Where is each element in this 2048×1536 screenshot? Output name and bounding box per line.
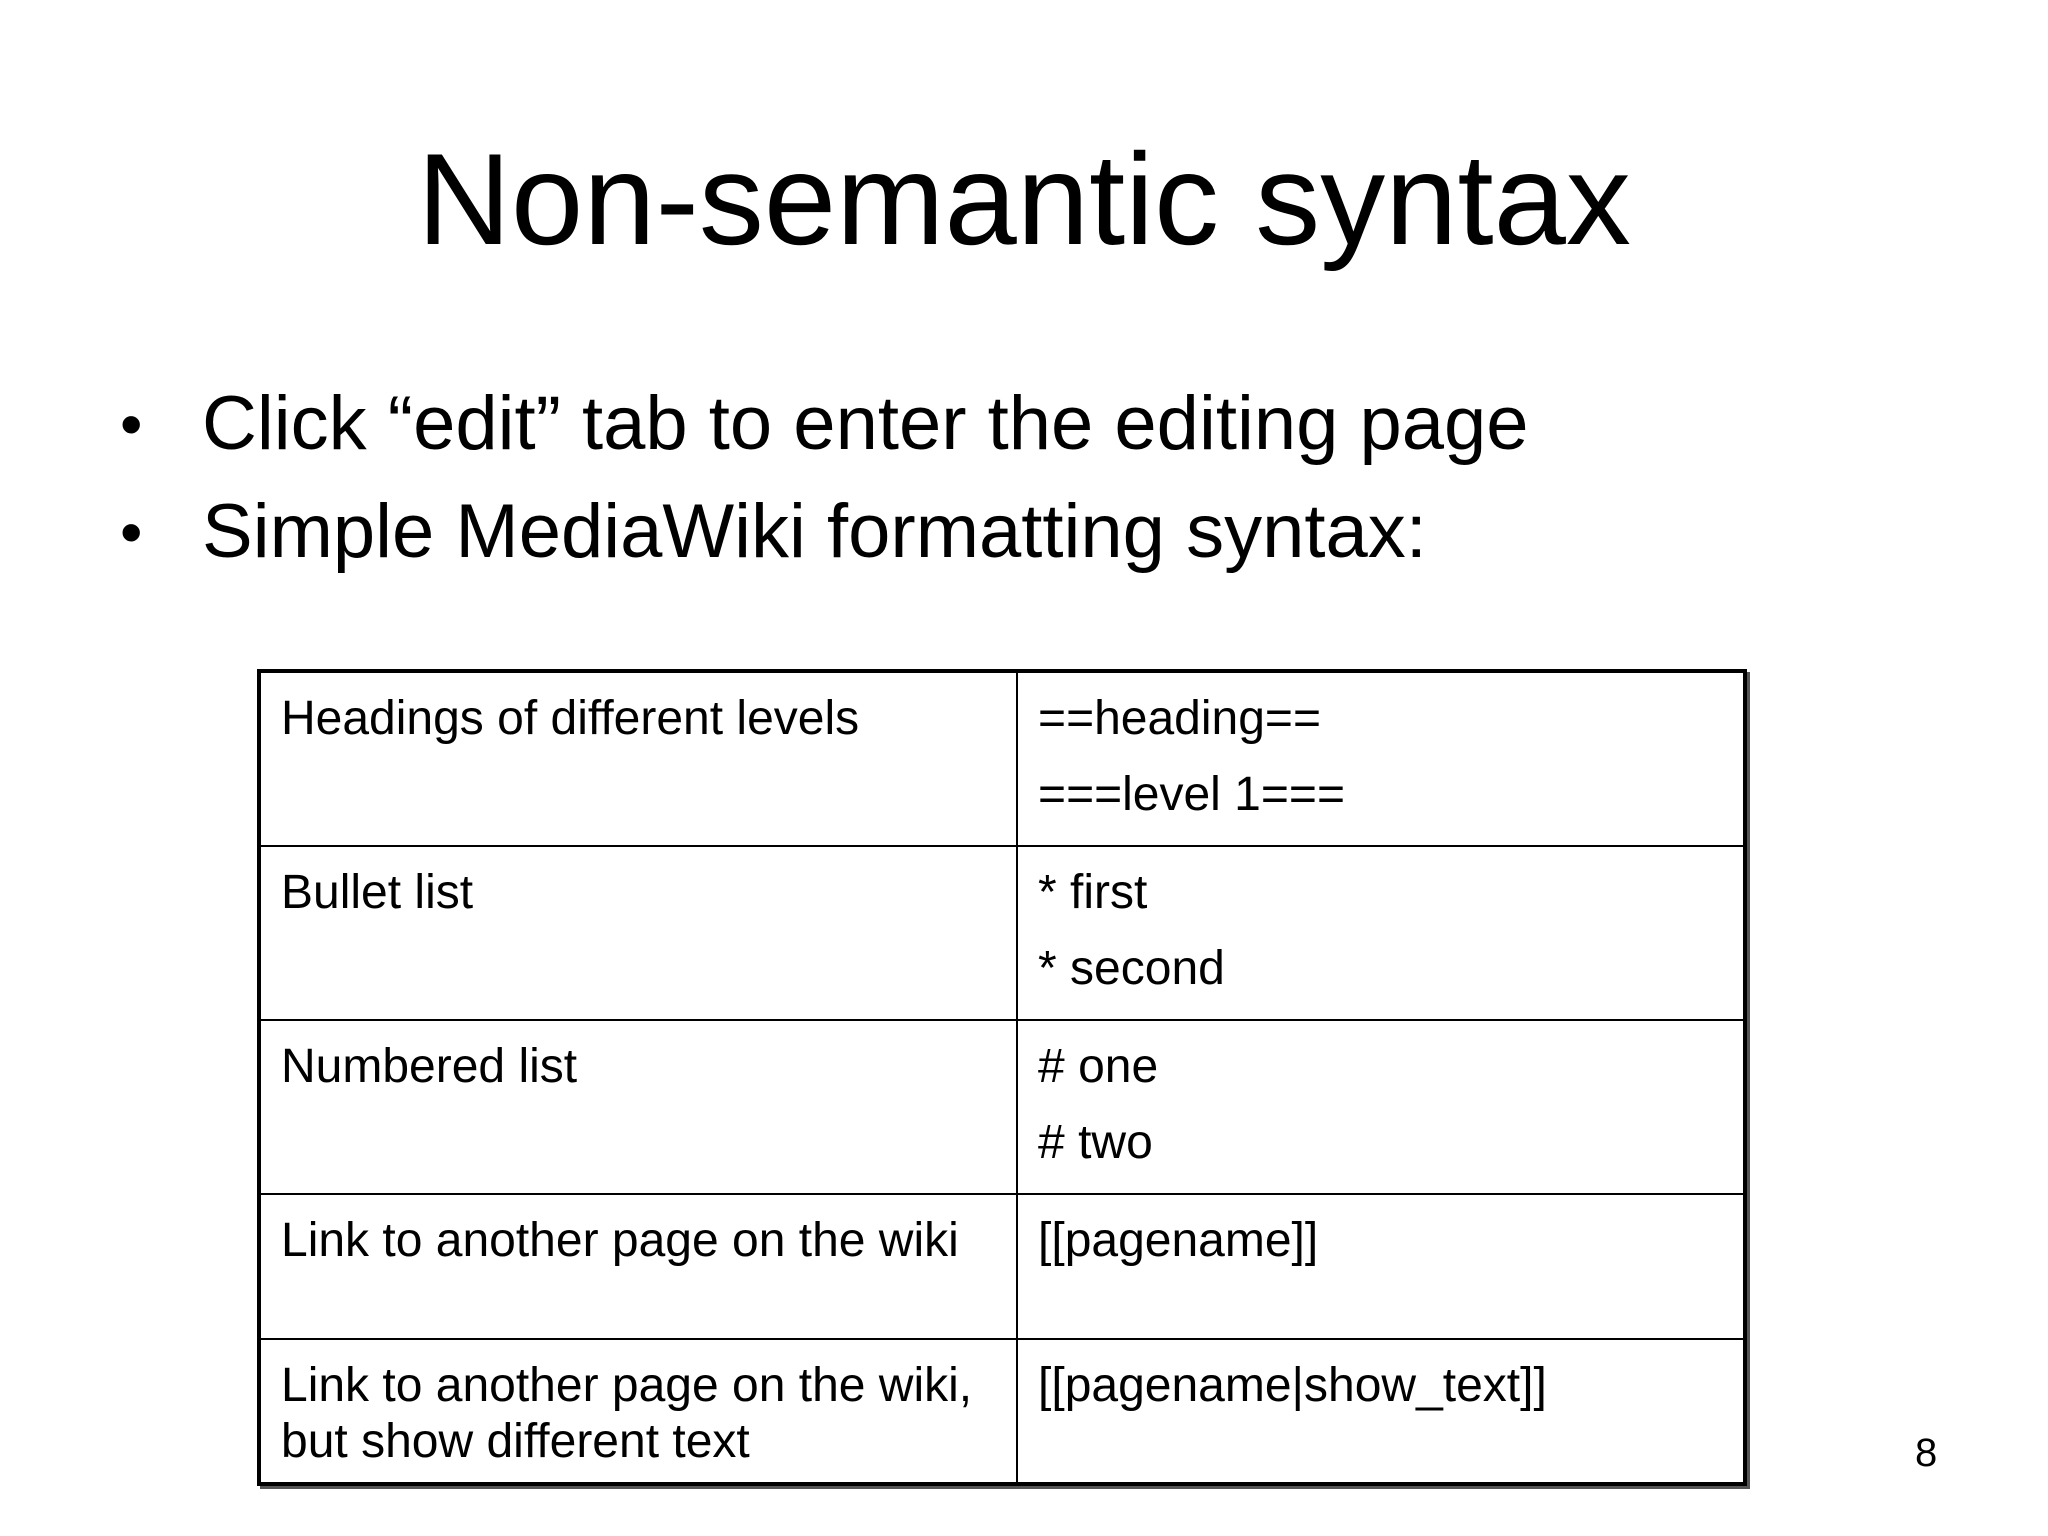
syntax-line: * second	[1038, 942, 1225, 995]
syntax-line: ===level 1===	[1038, 768, 1345, 821]
syntax-line: ==heading==	[1038, 692, 1321, 745]
table-cell-syntax	[1017, 1020, 1745, 1194]
bullet-text: Simple MediaWiki formatting syntax:	[202, 489, 1427, 574]
bullet-text: Click “edit” tab to enter the editing page	[202, 381, 1529, 466]
table-row	[259, 1194, 1745, 1339]
table-cell-description: Bullet list	[259, 846, 1017, 1020]
bullet-list	[120, 370, 1529, 586]
syntax-line: [[pagename]]	[1038, 1214, 1319, 1267]
table-cell-syntax	[1017, 1339, 1745, 1484]
syntax-line: [[pagename|show_text]]	[1038, 1359, 1547, 1412]
syntax-line: * first	[1038, 866, 1148, 919]
slide-title: Non-semantic syntax	[417, 126, 1631, 272]
table-cell-description: Link to another page on the wiki	[259, 1194, 1017, 1339]
table-row	[259, 1339, 1745, 1484]
table-cell-syntax	[1017, 671, 1745, 846]
table-row	[259, 1020, 1745, 1194]
table-row	[259, 846, 1745, 1020]
page-number: 8	[1915, 1431, 1938, 1475]
table-cell-description: Headings of different levels	[259, 671, 1017, 846]
syntax-line: # one	[1038, 1040, 1159, 1093]
bullet-item	[120, 478, 1529, 586]
syntax-table	[257, 669, 1747, 1486]
table-row	[259, 671, 1745, 846]
syntax-line: # two	[1038, 1116, 1153, 1169]
bullet-icon: •	[120, 496, 143, 568]
table-cell-syntax	[1017, 1194, 1745, 1339]
table-cell-description: Numbered list	[259, 1020, 1017, 1194]
bullet-item	[120, 370, 1529, 478]
bullet-icon: •	[120, 388, 143, 460]
table-cell-syntax	[1017, 846, 1745, 1020]
table-cell-description: Link to another page on the wiki, but show different text	[259, 1339, 1017, 1484]
